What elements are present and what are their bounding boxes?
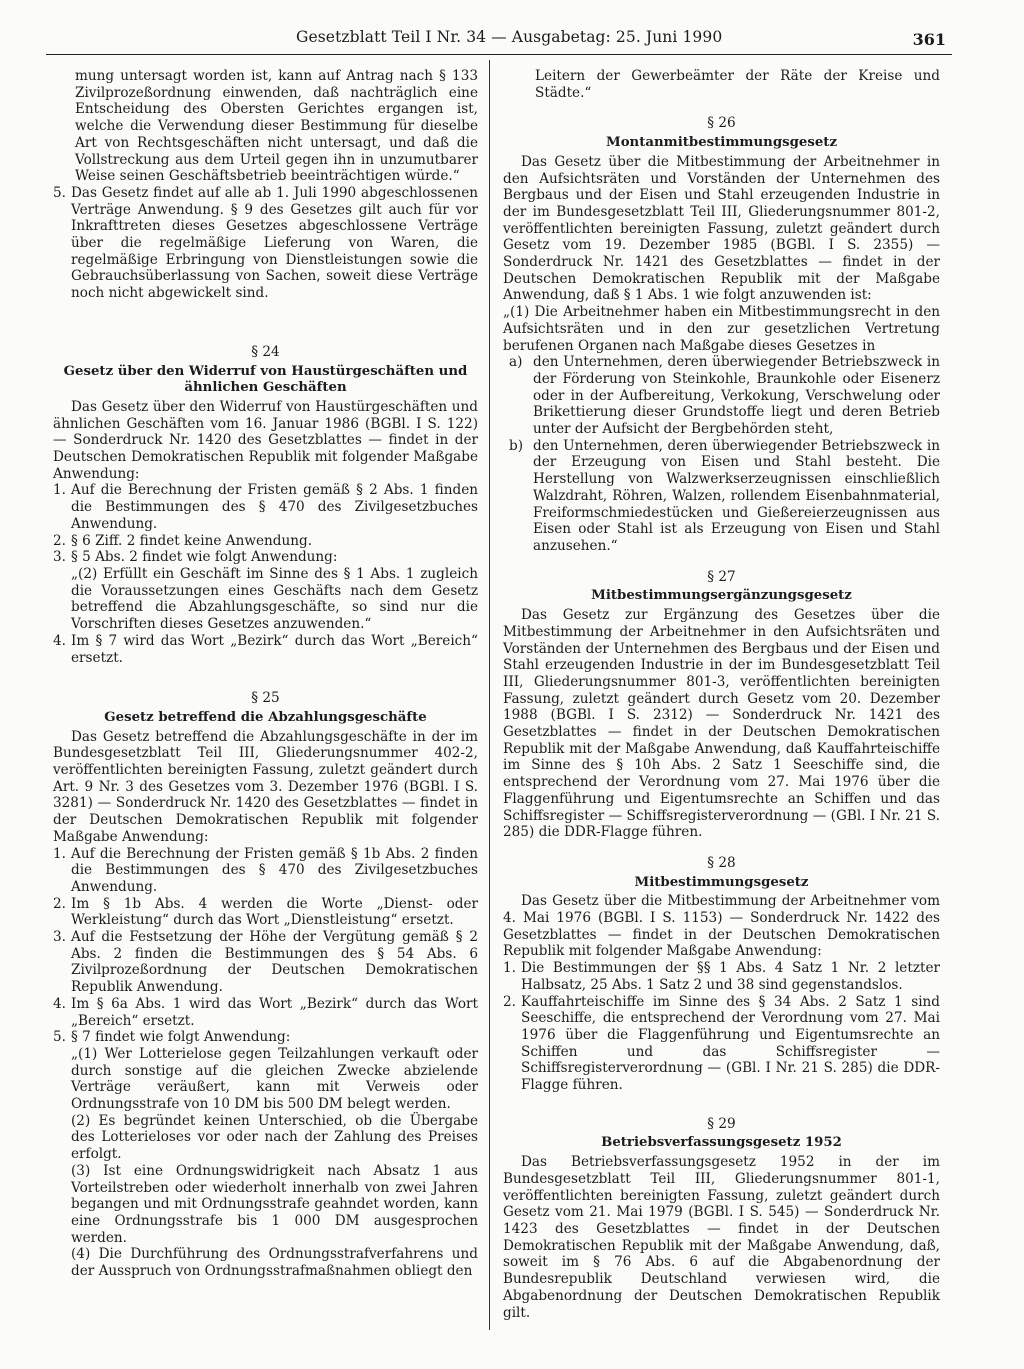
item-number: 3. <box>53 549 66 566</box>
item-text: Im § 6a Abs. 1 wird das Wort „Bezirk“ durch das Wort „Bereich“ ersetzt. <box>71 995 478 1029</box>
item-text: den Unternehmen, deren überwiegender Betriebszweck in der Erzeugung von Eisen und Stahl besteht. Die Herstellung von Walzwerkserzeugnissen einschließlich Walzdraht, Röhren, Walzen, rollendem Eisenbahnmaterial, Freiformschmiedestücken und Gießereierzeugnissen aus Eisen oder Stahl ist als Erzeugung von Eisen und Stahl anzusehen.“ <box>533 437 940 554</box>
item-list <box>53 846 478 1280</box>
list-item <box>503 994 940 1094</box>
item-text: Auf die Berechnung der Fristen gemäß § 2 Abs. 1 finden die Bestimmungen des § 470 des Zivilgesetzbuches Anwendung. <box>71 482 478 532</box>
item-number: 4. <box>53 995 66 1012</box>
item-number: 1. <box>53 482 66 499</box>
item-text: Auf die Berechnung der Fristen gemäß § 1b Abs. 2 finden die Bestimmungen des § 470 des Zivilgesetzbuches Anwendung. <box>71 845 478 895</box>
page-header <box>46 28 952 55</box>
list-item <box>503 960 940 993</box>
item-text: Im § 1b Abs. 4 werden die Worte „Dienst- oder Werkleistung“ durch das Wort „Dienstleistung“ ersetzt. <box>71 895 478 929</box>
section-intro: Das Gesetz über die Mitbestimmung der Arbeitnehmer in den Aufsichtsräten und Vorständen der Unternehmen des Bergbaus und der Eisen und Stahl erzeugenden Industrie in der im Bundesgesetzblatt Teil III, Gliederungsnummer 801-2, veröffentlichten bereinigten Fassung, zuletzt geändert durch Gesetz vom 19. Dezember 1985 (BGBl. I S. 2355) — Sonderdruck Nr. 1421 des Gesetzblattes — findet in der Deutschen Demokratischen Republik mit der Maßgabe Anwendung, daß § 1 Abs. 1 wie folgt anzuwenden ist: <box>503 153 940 304</box>
item-number: 5. <box>53 184 66 201</box>
section-number: § 24 <box>251 343 280 360</box>
section-title: Gesetz betreffend die Abzahlungsgeschäfte <box>104 709 427 725</box>
quote-paragraph: „(1) Die Arbeitnehmer haben ein Mitbestimmungsrecht in den Aufsichtsräten und in den zur gesetzlichen Vertretung berufenen Organen nach Maßgabe dieses Gesetzes in <box>503 304 940 354</box>
quote-block <box>71 566 478 633</box>
section-title: Betriebsverfassungsgesetz 1952 <box>601 1135 842 1151</box>
quote-paragraph: (2) Es begründet keinen Unterschied, ob die Übergabe des Lotterieloses vor oder nach der Zahlung des Preises erfolgt. <box>71 1112 478 1163</box>
section-title: Mitbestimmungsgesetz <box>634 874 809 890</box>
list-item <box>503 354 940 438</box>
item-number: 4. <box>53 632 66 649</box>
item-number: 1. <box>53 845 66 862</box>
item-number: 1. <box>503 960 516 977</box>
item-text: Kauffahrteischiffe im Sinne des § 34 Abs. 2 Satz 1 sind Seeschiffe, die entsprechend der Verordnung vom 27. Mai 1976 über die Flaggenführung und Eigentumsrechte an Schiffen und das Schiffsregister — Schiffsregisterverordnung — (GBl. I Nr. 21 S. 285) die DDR-Flagge führen. <box>521 993 940 1094</box>
section-number: § 26 <box>707 115 736 132</box>
item-number: a) <box>509 354 523 371</box>
header-title: Gesetzblatt Teil I Nr. 34 — Ausgabetag: 25. Juni 1990 <box>296 28 723 46</box>
quote-paragraph: „(2) Erfüllt ein Geschäft im Sinne des § 1 Abs. 1 zugleich die Voraussetzungen eines Geschäfts nach dem Gesetz betreffend die Abzahlungsgeschäfte, so sind nur die Vorschriften dieses Gesetzes anzuwenden.“ <box>71 565 478 633</box>
section-intro: Das Betriebsverfassungsgesetz 1952 in der im Bundesgesetzblatt Teil III, Gliederungsnummer 801-1, veröffentlichten bereinigten Fassung, zuletzt geändert durch Gesetz vom 21. Mai 1979 (BGBl. I S. 545) — Sonderdruck Nr. 1423 des Gesetzblattes — findet in der Deutschen Demokratischen Republik mit der Maßgabe Anwendung, daß, soweit im § 76 Abs. 6 auf die Abgabenordnung der Bundesrepublik Deutschland verwiesen wird, die Abgabenordnung der Deutschen Demokratischen Republik gilt. <box>503 1154 940 1321</box>
list-item <box>53 482 478 532</box>
item-text: § 7 findet wie folgt Anwendung: <box>71 1029 291 1046</box>
item-text: den Unternehmen, deren überwiegender Betriebszweck in der Förderung von Steinkohle, Braunkohle oder Eisenerz oder in der Aufbereitung, Verkokung, Verschwelung oder Brikettierung dieser Grundstoffe liegt und deren Betrieb unter der Aufsicht der Bergbehörden steht, <box>533 354 940 438</box>
section-title: Gesetz über den Widerruf von Haustürgeschäften und ähnlichen Geschäften <box>63 363 468 396</box>
item-text: Im § 7 wird das Wort „Bezirk“ durch das Wort „Bereich“ ersetzt. <box>71 632 478 666</box>
item-number: 2. <box>53 532 66 549</box>
column-divider <box>489 60 490 1330</box>
item-list <box>53 482 478 666</box>
list-item <box>53 929 478 996</box>
item-number: 2. <box>503 993 516 1010</box>
item-list <box>53 185 478 302</box>
item-text: Die Bestimmungen der §§ 1 Abs. 4 Satz 1 Nr. 2 letzter Halbsatz, 25 Abs. 1 Satz 2 und 38 sind gegenstandslos. <box>521 960 940 993</box>
continuation-paragraph: Leitern der Gewerbeämter der Räte der Kreise und Städte.“ <box>535 68 940 101</box>
section-title: Montanmitbestimmungsgesetz <box>605 135 838 151</box>
item-number: 5. <box>53 1029 66 1046</box>
section-intro: Das Gesetz über den Widerruf von Haustürgeschäften und ähnlichen Geschäften vom 16. Januar 1986 (BGBl. I S. 122) — Sonderdruck Nr. 1420 des Gesetzblattes — findet in der Deutschen Demokratischen Republik mit folgender Maßgabe Anwendung: <box>53 398 478 482</box>
item-number: b) <box>509 437 524 454</box>
left-column <box>53 68 478 1280</box>
quote-block <box>71 1046 478 1280</box>
item-number: 3. <box>53 929 66 946</box>
list-item <box>53 996 478 1029</box>
item-text: Auf die Festsetzung der Höhe der Vergütung gemäß § 2 Abs. 2 finden die Bestimmungen des § 54 Abs. 6 Zivilprozeßordnung der Deutschen Demokratischen Republik Anwendung. <box>71 929 478 996</box>
section-number: § 25 <box>251 690 280 707</box>
list-item <box>53 896 478 929</box>
right-column <box>503 68 940 1321</box>
continuation-paragraph: mung untersagt worden ist, kann auf Antrag nach § 133 Zivilprozeßordnung einwenden, daß nachträglich eine Entscheidung des Obersten Gerichtes ergangen ist, welche die Verwendung dieser Bestimmung für dieselbe Art von Rechtsgeschäften nicht untersagt, und daß die Vollstreckung aus dem Urteil gegen ihn in unzumutbarer Weise seinen Geschäftsbetrieb beeinträchtigen würde.“ <box>75 68 478 185</box>
list-item <box>53 633 478 666</box>
quote-paragraph: (4) Die Durchführung des Ordnungsstrafverfahrens und der Ausspruch von Ordnungsstrafmaßnahmen obliegt den <box>71 1246 478 1280</box>
item-number: 2. <box>53 895 66 912</box>
section-number: § 27 <box>707 568 736 585</box>
item-text: § 5 Abs. 2 findet wie folgt Anwendung: <box>71 549 338 566</box>
section-number: § 28 <box>707 854 736 871</box>
item-list <box>503 354 940 554</box>
list-item <box>53 533 478 550</box>
list-item <box>503 438 940 555</box>
section-intro: Das Gesetz über die Mitbestimmung der Arbeitnehmer vom 4. Mai 1976 (BGBl. I S. 1153) — Sonderdruck Nr. 1422 des Gesetzblattes — findet in der Deutschen Demokratischen Republik mit folgender Maßgabe Anwendung: <box>503 893 940 960</box>
section-number: § 29 <box>707 1115 736 1132</box>
item-list <box>503 960 940 1094</box>
list-item <box>53 846 478 896</box>
section-intro: Das Gesetz betreffend die Abzahlungsgeschäfte in der im Bundesgesetzblatt Teil III, Gliederungsnummer 402-2, veröffentlichten bereinigten Fassung, zuletzt geändert durch Art. 9 Nr. 3 des Gesetzes vom 3. Dezember 1976 (BGBl. I S. 3281) — Sonderdruck Nr. 1420 des Gesetzblattes — findet in der Deutschen Demokratischen Republik mit folgender Maßgabe Anwendung: <box>53 728 478 845</box>
section-intro: Das Gesetz zur Ergänzung des Gesetzes über die Mitbestimmung der Arbeitnehmer in den Aufsichtsräten und Vorständen der Unternehmen des Bergbaus und der Eisen und Stahl erzeugenden Industrie in der im Bundesgesetzblatt Teil III, Gliederungsnummer 801-3, veröffentlichten bereinigten Fassung, zuletzt geändert durch Gesetz vom 20. Dezember 1988 (BGBl. I S. 2312) — Sonderdruck Nr. 1421 des Gesetzblattes — findet in der Deutschen Demokratischen Republik mit der Maßgabe Anwendung, daß Kauffahrteischiffe im Sinne des § 10h Abs. 2 Satz 1 Seeschiffe sind, die entsprechend der Verordnung vom 27. Mai 1976 über die Flaggenführung und Eigentumsrechte an Schiffen und das Schiffsregister — Schiffsregisterverordnung — (GBl. I Nr. 21 S. 285) die DDR-Flagge führen. <box>503 607 940 841</box>
list-item <box>53 185 478 302</box>
section-title: Mitbestimmungsergänzungsgesetz <box>591 588 852 604</box>
quote-paragraph: (3) Ist eine Ordnungswidrigkeit nach Absatz 1 aus Vorteilstreben oder wiederholt innerhalb von zwei Jahren begangen und mit Ordnungsstrafe geahndet worden, kann eine Ordnungsstrafe bis 1 000 DM ausgesprochen werden. <box>71 1162 478 1246</box>
item-text: § 6 Ziff. 2 findet keine Anwendung. <box>71 532 313 549</box>
quote-paragraph: „(1) Wer Lotterielose gegen Teilzahlungen verkauft oder durch sonstige auf die gleichen Zwecke abzielende Verträge veräußert, kann mit Verweis oder Ordnungsstrafe von 10 DM bis 500 DM belegt werden. <box>71 1045 478 1113</box>
item-text: Das Gesetz findet auf alle ab 1. Juli 1990 abgeschlossenen Verträge Anwendung. § 9 des Gesetzes gilt auch für vor Inkrafttreten dieses Gesetzes abgeschlossene Verträge über die regelmäßige Lieferung von Waren, die regelmäßige Erbringung von Dienstleistungen sowie die Gebrauchsüberlassung von Sachen, soweit diese Verträge noch nicht abgewickelt sind. <box>71 184 478 302</box>
list-item <box>53 1029 478 1280</box>
list-item <box>53 549 478 633</box>
page-number: 361 <box>912 30 946 49</box>
